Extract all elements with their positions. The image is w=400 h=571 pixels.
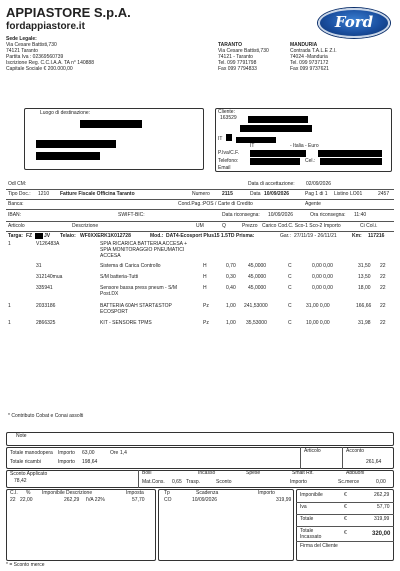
- agente-label: Agente: [305, 201, 321, 207]
- redaction-block: [236, 137, 276, 143]
- divider: [296, 502, 394, 503]
- spese-label: Spese: [246, 470, 261, 476]
- acceptance-label: Data di accettazione:: [248, 181, 295, 187]
- manod-ore-label: Ore: [110, 450, 119, 456]
- ricambi-label: Totale ricambi: [10, 459, 41, 465]
- telefono-label: Telefono:: [218, 158, 239, 164]
- col-ci: Ci Col.i.: [360, 223, 378, 229]
- ora-value: 11:40: [354, 212, 367, 218]
- acconto-label: Acconto: [346, 448, 365, 454]
- redaction-block: [248, 116, 308, 123]
- manod-label: Totale manodopera: [10, 450, 53, 456]
- totale-incassato-label: Totale Incassato: [300, 528, 322, 540]
- bolli-label: Bolli: [142, 470, 152, 476]
- data-riconsegna-label: Data riconsegna:: [222, 212, 260, 218]
- divider: [296, 526, 394, 527]
- grand-totals-box: [296, 489, 394, 561]
- gar-value: 27/11/19 - 26/11/21: [294, 233, 337, 239]
- piva-label: P.Iva/C.F.: [218, 150, 240, 156]
- destination-box: [24, 108, 204, 170]
- cel-label: Cel.:: [305, 158, 316, 164]
- company-name: APPIASTORE S.p.A.: [6, 5, 131, 20]
- listino-extra: 2457: [378, 191, 390, 197]
- trasp-label: Trasp.: [186, 479, 200, 485]
- mat-cons-label: Mat.Cons.: [142, 479, 165, 485]
- redaction-block: [80, 120, 142, 128]
- ricambi-imp-label: Importo: [58, 459, 75, 465]
- redaction-block: [250, 158, 300, 165]
- data-label: Data: [250, 191, 261, 197]
- euro-sign: €: [344, 504, 347, 510]
- divider: [138, 470, 139, 488]
- sconto-value: 78,42: [14, 478, 27, 484]
- cliente-label: Cliente:: [218, 109, 235, 115]
- footnote: * Contributo Cobat e Conai assolti: [8, 413, 84, 419]
- swift-label: SWIFT-BIC:: [118, 212, 145, 218]
- divider: [6, 209, 394, 210]
- prisma-label: Prisma:: [236, 233, 255, 239]
- ci-label: C.I.: [10, 490, 18, 496]
- cliente-code: 163529: [220, 115, 237, 121]
- listino-label: Listino: [334, 191, 349, 197]
- importo-label: Importo: [290, 479, 307, 485]
- divider: [296, 514, 394, 515]
- smalt-label: Smalt Rif.: [292, 470, 314, 476]
- mod-label: Mod.:: [150, 233, 164, 239]
- payments-box: [158, 489, 294, 561]
- country-label: IT: [218, 136, 223, 142]
- redaction-block: [250, 150, 306, 157]
- ora-label: Ora riconsegna:: [310, 212, 346, 218]
- redaction-block: [318, 150, 382, 157]
- pag-label: Pag 1 di 1: [305, 191, 328, 197]
- totale-incassato-value: 320,00: [372, 531, 391, 537]
- km-label: Km:: [352, 233, 362, 239]
- telaio-value: WF0XXERK1K012728: [80, 233, 131, 239]
- country-text: - Italia - Euro: [290, 143, 319, 149]
- targa-suffix: JV: [44, 233, 51, 239]
- redaction-block: [36, 140, 116, 148]
- numero-value: 2115: [222, 191, 233, 197]
- targa-prefix: FZ: [26, 233, 33, 239]
- totale-label: Totale: [300, 516, 314, 522]
- col-q: Q: [222, 223, 226, 229]
- numero-label: Numero: [192, 191, 210, 197]
- divider: [300, 447, 301, 469]
- euro-sign: €: [344, 492, 347, 498]
- divider: [342, 447, 343, 469]
- divider: [6, 189, 394, 190]
- percent-label: %: [26, 490, 31, 496]
- acceptance-date: 02/09/2026: [306, 181, 332, 187]
- redaction-block: [35, 233, 43, 239]
- euro-sign: €: [344, 530, 347, 536]
- km-value: 117216: [368, 233, 385, 239]
- col-prezzo: Prezzo: [242, 223, 258, 229]
- articolo-label: Articolo: [304, 448, 321, 454]
- tipo-doc-label: Tipo Doc.:: [8, 191, 31, 197]
- incasso-label: Incasso: [198, 470, 216, 476]
- sc-merce-label: Sc.merce: [338, 479, 360, 485]
- imponibile-total-label: Imponibile: [300, 492, 323, 498]
- iva-total: 57,70: [377, 504, 390, 510]
- redaction-block: [240, 125, 312, 132]
- imposta-label: Imposta: [126, 490, 144, 496]
- iva-total-label: Iva: [300, 504, 307, 510]
- descrizione-label: Descrizione: [66, 490, 93, 496]
- col-articolo: Articolo: [8, 223, 25, 229]
- divider: [6, 231, 394, 232]
- ricambi-imp: 198,64: [82, 459, 98, 465]
- iban-label: IBAN:: [8, 212, 22, 218]
- acconto-value: 261,64: [366, 459, 382, 465]
- telaio-label: Telaio:: [60, 233, 76, 239]
- scadenza-label: Scadenza: [196, 490, 219, 496]
- cond-pag: Cond.Pag.:POS / Carte di Credito: [178, 201, 253, 207]
- targa-label: Targa:: [8, 233, 23, 239]
- email-label: Email: [218, 165, 231, 171]
- mat-cons-value: 0,65: [172, 479, 182, 485]
- firma-label: Firma del Cliente: [300, 543, 338, 549]
- redaction-block: [36, 152, 100, 160]
- totale-value: 319,99: [374, 516, 390, 522]
- ford-logo: Ford: [318, 8, 390, 38]
- col-descrizione: Descrizione: [72, 223, 99, 229]
- euro-sign: €: [344, 516, 347, 522]
- data-riconsegna-value: 10/09/2026: [268, 212, 294, 218]
- tipo-doc-code: 1210: [38, 191, 50, 197]
- manod-ore: 1,4: [120, 450, 127, 456]
- abbuoni-label: Abbuoni: [346, 470, 365, 476]
- sconto2-label: Sconto: [216, 479, 232, 485]
- sc-merce-value: 0,00: [376, 479, 386, 485]
- manod-imp: 63,00: [82, 450, 95, 456]
- redaction-block: [320, 158, 382, 165]
- divider: [6, 221, 394, 222]
- sconto-label: Sconto Applicato: [10, 471, 48, 477]
- divider: [296, 541, 394, 542]
- redaction-block: [226, 134, 232, 141]
- importo2-label: Importo: [258, 490, 275, 496]
- col-um: UM: [196, 223, 204, 229]
- odl-label: Odl CM:: [8, 181, 27, 187]
- banca-label: Banca:: [8, 201, 24, 207]
- legal-heading: Sede Legale:: [6, 36, 37, 42]
- listino-value: LO01: [350, 191, 363, 197]
- tipo-doc-name: Fatture Fiscale Officina Taranto: [60, 191, 135, 197]
- imponibile-total: 262,29: [374, 492, 390, 498]
- gar-label: Gar.:: [280, 233, 291, 239]
- imponibile-label: Imponibile: [42, 490, 65, 496]
- data-value: 10/09/2026: [264, 191, 290, 197]
- col-carico: Carico Cod.C. Sco-1 Sco-2 Importo: [262, 223, 341, 229]
- divider: [6, 199, 394, 200]
- destination-label: Luogo di destinazione:: [40, 110, 91, 116]
- country-code: IT: [250, 143, 255, 149]
- tp-label: Tp: [164, 490, 170, 496]
- manod-imp-label: Importo: [58, 450, 75, 456]
- bottom-note: * = Sconto merce: [6, 562, 45, 568]
- note-label: Note: [16, 433, 27, 439]
- mod-value: DAT4-Ecosport Plus15 1.5TD: [166, 233, 235, 239]
- company-site: fordappiastore.it: [6, 21, 85, 32]
- note-box: [6, 432, 394, 446]
